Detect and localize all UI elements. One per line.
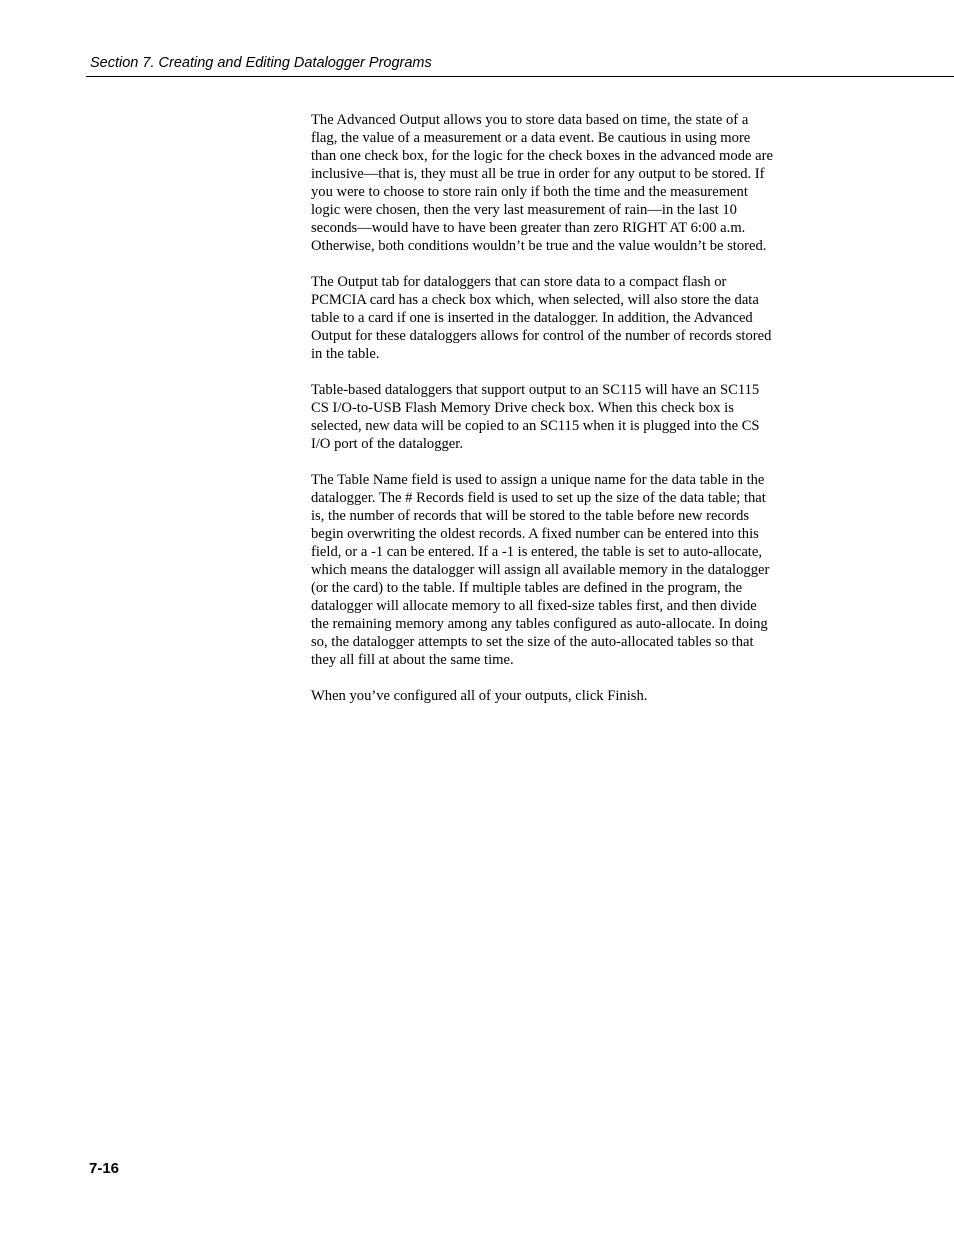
text-line: field, or a -1 can be entered. If a -1 is entered, the table is set to auto-allocate, <box>311 544 762 560</box>
text-line: The Table Name field is used to assign a unique name for the data table in the <box>311 472 765 488</box>
text-line: The Advanced Output allows you to store data based on time, the state of a <box>311 112 749 128</box>
text-line: which means the datalogger will assign all available memory in the datalogger <box>311 562 770 578</box>
text-line: logic were chosen, then the very last measurement of rain—in the last 10 <box>311 202 737 218</box>
header-rule <box>86 76 954 77</box>
text-line: datalogger. The # Records field is used to set up the size of the data table; that <box>311 490 766 506</box>
paragraph-sc115 <box>311 381 811 453</box>
paragraph-table-name <box>311 471 811 669</box>
text-line: is, the number of records that will be stored to the table before new records <box>311 508 750 524</box>
text-line: (or the card) to the table. If multiple tables are defined in the program, the <box>311 580 743 596</box>
text-line: table to a card if one is inserted in the datalogger. In addition, the Advanced <box>311 310 753 326</box>
text-line: the remaining memory among any tables configured as auto-allocate. In doing <box>311 616 768 632</box>
text-line: datalogger will allocate memory to all fixed-size tables first, and then divide <box>311 598 757 614</box>
paragraph-output-tab <box>311 273 811 363</box>
page-number: 7-16 <box>89 1160 120 1177</box>
text-line: so, the datalogger attempts to set the size of the auto-allocated tables so that <box>311 634 754 650</box>
text-line: than one check box, for the logic for the check boxes in the advanced mode are <box>311 148 773 164</box>
running-header: Section 7. Creating and Editing Datalogger Programs <box>90 55 432 71</box>
text-line: selected, new data will be copied to an SC115 when it is plugged into the CS <box>311 418 760 434</box>
text-line: The Output tab for dataloggers that can store data to a compact flash or <box>311 274 727 290</box>
text-line: you were to choose to store rain only if both the time and the measurement <box>311 184 748 200</box>
paragraph-advanced-output <box>311 111 811 255</box>
text-line: Output for these dataloggers allows for control of the number of records stored <box>311 328 772 344</box>
text-line: begin overwriting the oldest records. A fixed number can be entered into this <box>311 526 759 542</box>
text-line: Table-based dataloggers that support output to an SC115 will have an SC115 <box>311 382 760 398</box>
text-line: CS I/O-to-USB Flash Memory Drive check box. When this check box is <box>311 400 734 416</box>
text-line: flag, the value of a measurement or a data event. Be cautious in using more <box>311 130 751 146</box>
text-line: When you’ve configured all of your outputs, click Finish. <box>311 688 648 704</box>
text-line: PCMCIA card has a check box which, when selected, will also store the data <box>311 292 759 308</box>
body-text <box>311 111 811 723</box>
text-line: Otherwise, both conditions wouldn’t be true and the value wouldn’t be stored. <box>311 238 767 254</box>
paragraph-finish <box>311 687 811 705</box>
text-line: in the table. <box>311 346 380 362</box>
text-line: inclusive—that is, they must all be true in order for any output to be stored. If <box>311 166 765 182</box>
text-line: I/O port of the datalogger. <box>311 436 463 452</box>
text-line: they all fill at about the same time. <box>311 652 514 668</box>
text-line: seconds—would have to have been greater than zero RIGHT AT 6:00 a.m. <box>311 220 746 236</box>
